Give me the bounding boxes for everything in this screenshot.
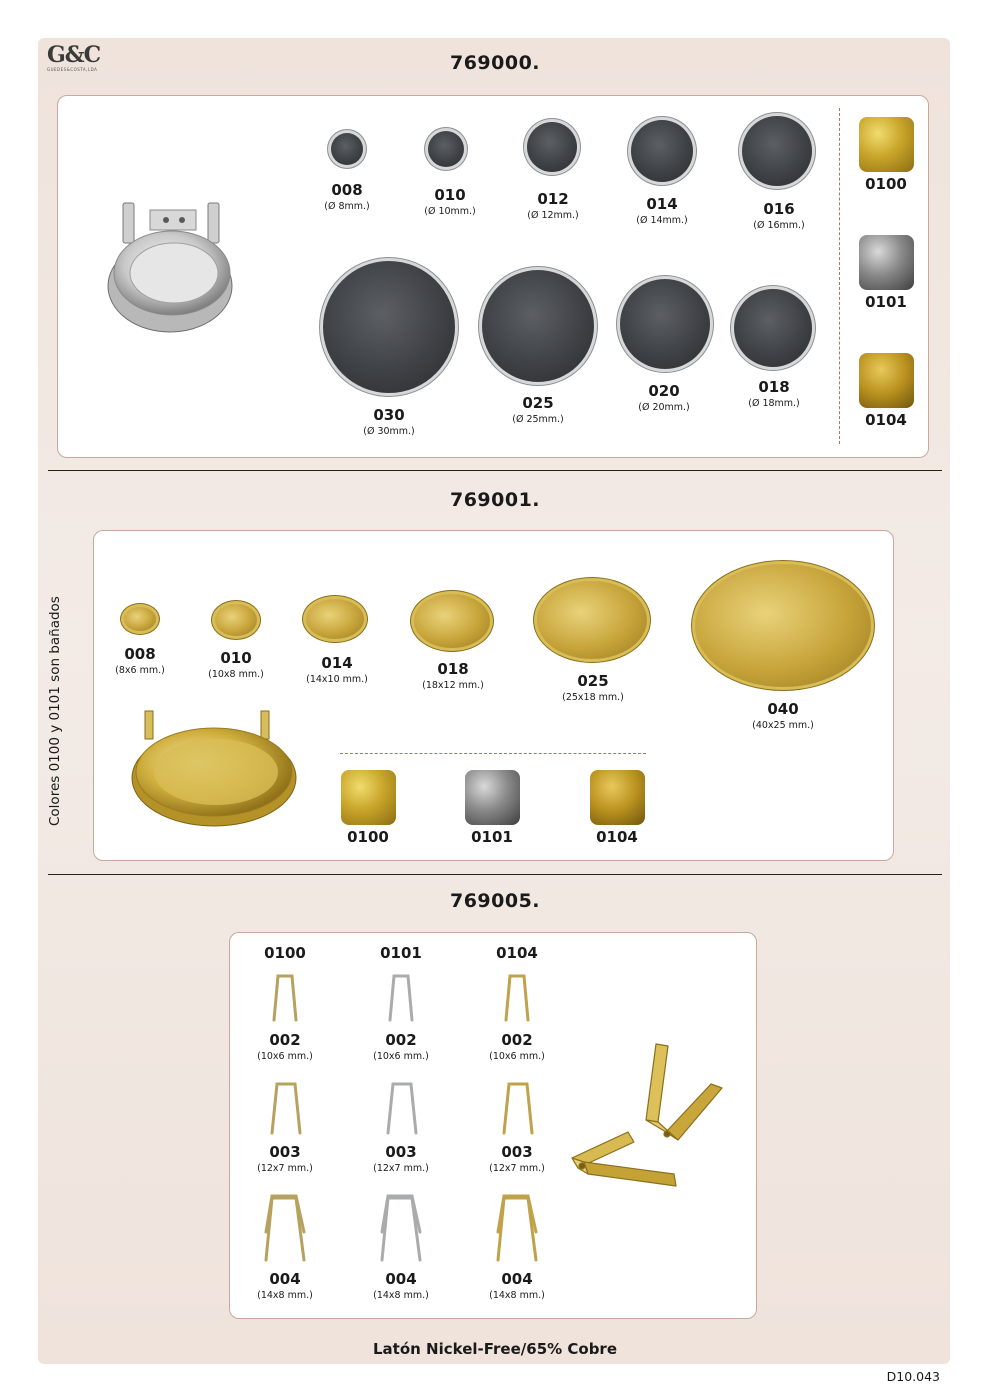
item-label: 018 (Ø 18mm.) bbox=[748, 378, 800, 409]
section-title-769000: 769000. bbox=[449, 52, 541, 74]
setting-030 bbox=[323, 261, 455, 393]
item-label: 003 (12x7 mm.) bbox=[373, 1143, 429, 1174]
swatch-0101 bbox=[465, 770, 520, 825]
swatch-label: 0101 bbox=[865, 293, 907, 311]
item-label: 020 (Ø 20mm.) bbox=[638, 382, 690, 413]
product-photo-round-setting bbox=[100, 198, 240, 338]
item-label: 014 (14x10 mm.) bbox=[306, 654, 368, 685]
swatch-label: 0100 bbox=[347, 828, 389, 846]
item-label: 016 (Ø 16mm.) bbox=[753, 200, 805, 231]
product-photo-oval-setting bbox=[128, 708, 300, 832]
column-header: 0100 bbox=[264, 944, 306, 962]
divider-dashed bbox=[839, 108, 840, 444]
swatch-0101 bbox=[859, 235, 914, 290]
page-reference: D10.043 bbox=[886, 1369, 940, 1384]
item-label: 008 (8x6 mm.) bbox=[115, 645, 165, 676]
item-label: 008 (Ø 8mm.) bbox=[324, 181, 370, 212]
section-title-769001: 769001. bbox=[449, 489, 541, 511]
setting-012 bbox=[527, 122, 577, 172]
setting-018 bbox=[734, 289, 812, 367]
side-note: Colores 0100 y 0101 son bañados bbox=[47, 596, 63, 826]
item-label: 018 (18x12 mm.) bbox=[422, 660, 484, 691]
divider-dashed bbox=[340, 753, 646, 754]
setting-014 bbox=[631, 120, 693, 182]
swatch-0104 bbox=[590, 770, 645, 825]
setting-025 bbox=[482, 270, 594, 382]
brand-mark: G&C bbox=[47, 42, 101, 68]
section-title-769005: 769005. bbox=[449, 890, 541, 912]
swatch-0100 bbox=[341, 770, 396, 825]
swatch-label: 0104 bbox=[596, 828, 638, 846]
item-label: 040 (40x25 mm.) bbox=[752, 700, 814, 731]
setting-008 bbox=[331, 133, 363, 165]
item-label: 002 (10x6 mm.) bbox=[257, 1031, 313, 1062]
item-label: 030 (Ø 30mm.) bbox=[363, 406, 415, 437]
setting-016 bbox=[742, 116, 812, 186]
item-label: 004 (14x8 mm.) bbox=[489, 1270, 545, 1301]
oval-setting-010 bbox=[215, 604, 257, 636]
column-header: 0101 bbox=[380, 944, 422, 962]
section-divider bbox=[48, 470, 942, 471]
item-label: 014 (Ø 14mm.) bbox=[636, 195, 688, 226]
item-label: 004 (14x8 mm.) bbox=[257, 1270, 313, 1301]
oval-setting-040 bbox=[695, 564, 871, 687]
oval-setting-018 bbox=[414, 594, 490, 648]
item-label: 002 (10x6 mm.) bbox=[489, 1031, 545, 1062]
setting-020 bbox=[620, 279, 710, 369]
oval-setting-008 bbox=[124, 607, 156, 631]
setting-010 bbox=[428, 131, 464, 167]
product-photo-prongs bbox=[566, 1036, 734, 1206]
material-note: Latón Nickel-Free/65% Cobre bbox=[372, 1340, 617, 1358]
item-label: 002 (10x6 mm.) bbox=[373, 1031, 429, 1062]
swatch-label: 0100 bbox=[865, 175, 907, 193]
item-label: 003 (12x7 mm.) bbox=[257, 1143, 313, 1174]
item-label: 025 (25x18 mm.) bbox=[562, 672, 624, 703]
column-header: 0104 bbox=[496, 944, 538, 962]
oval-setting-025 bbox=[537, 581, 647, 659]
swatch-0104 bbox=[859, 353, 914, 408]
oval-setting-014 bbox=[306, 599, 364, 639]
prong-clips-row-004 bbox=[230, 1190, 560, 1270]
swatch-label: 0101 bbox=[471, 828, 513, 846]
swatch-0100 bbox=[859, 117, 914, 172]
item-label: 012 (Ø 12mm.) bbox=[527, 190, 579, 221]
item-label: 010 (10x8 mm.) bbox=[208, 649, 264, 680]
item-label: 003 (12x7 mm.) bbox=[489, 1143, 545, 1174]
item-label: 004 (14x8 mm.) bbox=[373, 1270, 429, 1301]
item-label: 025 (Ø 25mm.) bbox=[512, 394, 564, 425]
section-divider bbox=[48, 874, 942, 875]
item-label: 010 (Ø 10mm.) bbox=[424, 186, 476, 217]
swatch-label: 0104 bbox=[865, 411, 907, 429]
brand-sub: GUEDES&COSTA,LDA bbox=[47, 67, 98, 72]
